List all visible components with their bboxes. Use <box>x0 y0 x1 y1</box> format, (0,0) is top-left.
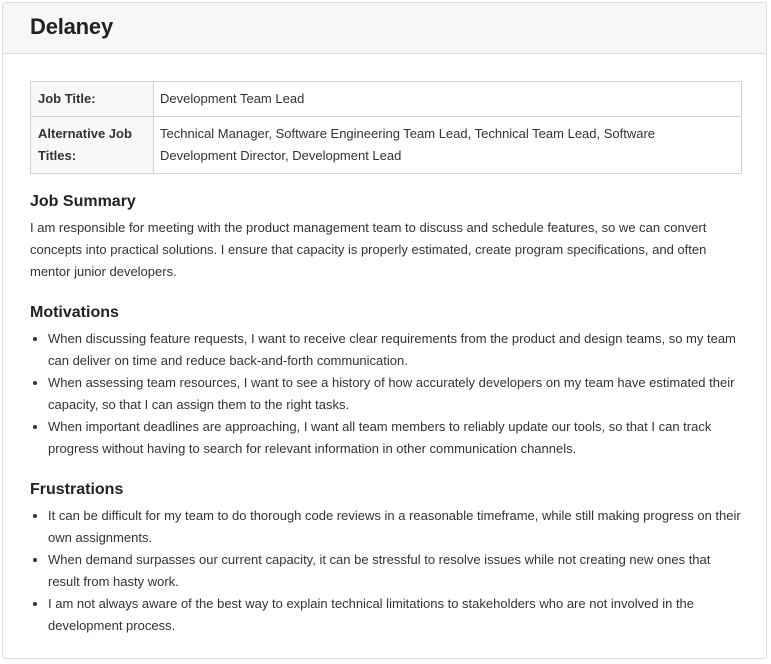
table-row <box>31 82 742 117</box>
persona-name: Delaney <box>30 14 113 39</box>
job-summary-heading: Job Summary <box>30 193 136 210</box>
list-item: • I am not always aware of the best way to explain technical limitations to stakeholders who are not involved in the development process. <box>48 593 742 637</box>
alt-job-titles-value: Technical Manager, Software Engineering Team Lead, Technical Team Lead, Software Development Director, Development Lead <box>154 117 742 174</box>
motivations-list <box>30 328 742 460</box>
job-title-label: Job Title: <box>31 82 154 117</box>
job-info-table <box>30 81 742 174</box>
persona-card <box>2 2 767 659</box>
list-item: • When discussing feature requests, I want to receive clear requirements from the product and design teams, so my team can deliver on time and reduce back-and-forth communication. <box>48 328 742 372</box>
list-item: • It can be difficult for my team to do thorough code reviews in a reasonable timeframe, while still making progress on their own assignments. <box>48 505 742 549</box>
frustrations-list <box>30 505 742 637</box>
job-summary-text: I am responsible for meeting with the product management team to discuss and schedule features, so we can convert concepts into practical solutions. I ensure that capacity is properly estimated, create program specifications, and often mentor junior developers. <box>30 220 707 279</box>
list-item: • When demand surpasses our current capacity, it can be stressful to resolve issues while not creating new ones that result from hasty work. <box>48 549 742 593</box>
alt-job-titles-label: Alternative Job Titles: <box>31 117 154 174</box>
motivations-heading: Motivations <box>30 304 119 321</box>
list-item: • When important deadlines are approaching, I want all team members to reliably update our tools, so that I can track progress without having to search for relevant information in other communication channels. <box>48 416 742 460</box>
table-row <box>31 117 742 174</box>
job-title-value: Development Team Lead <box>154 82 742 117</box>
list-item: • When assessing team resources, I want to see a history of how accurately developers on my team have estimated their capacity, so that I can assign them to the right tasks. <box>48 372 742 416</box>
card-header <box>3 3 766 54</box>
card-body <box>3 54 766 637</box>
frustrations-heading: Frustrations <box>30 481 124 498</box>
